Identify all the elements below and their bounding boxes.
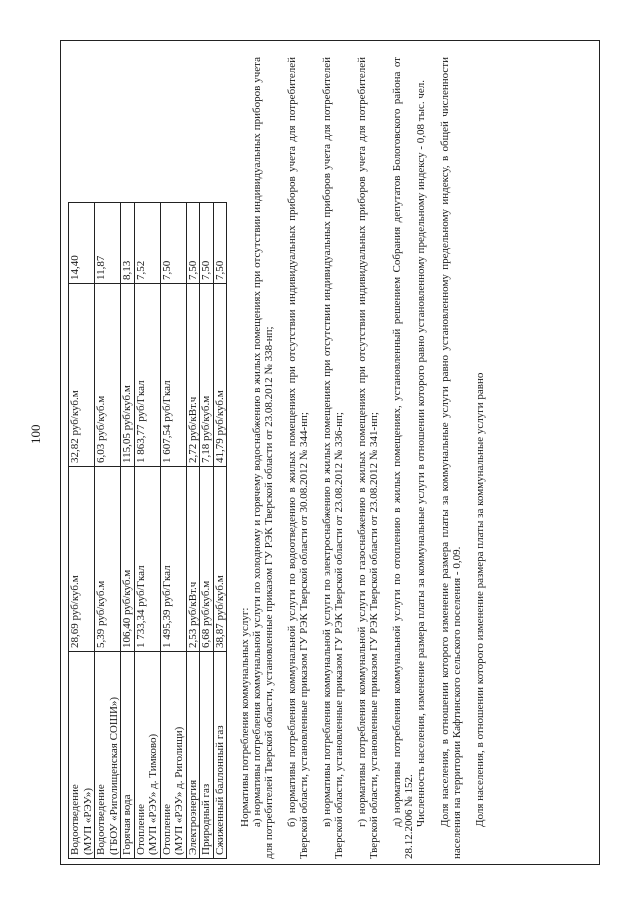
paragraph-norm-b: б) нормативы потребления коммунальной услуги по водоотведению в жилых помещениях при отсутствии индивидуальных приборов учета для потребителей Тверской области, установленные приказом ГУ РЭК Тверской области от 30.08.2012 № 344-нп; xyxy=(286,57,310,859)
paragraph-norm-d: г) нормативы потребления коммунальной услуги по газоснабжению в жилых помещениях при отсутствии индивидуальных приборов учета для потребителей Тверской области, установленные приказом ГУ РЭК Тверской области от 23.08.2012 № 341-нп; xyxy=(356,57,380,859)
tariff-after-cell: 1 607,54 руб/Гкал xyxy=(160,284,186,467)
rotated-content xyxy=(60,40,600,865)
increase-percent-cell: 11,87 xyxy=(95,203,121,284)
paragraph-share-continued: Доля населения, в отношении которого изменение размера платы за коммунальные услуги равно xyxy=(474,372,486,827)
tariff-before-cell: 38,87 руб/куб.м xyxy=(213,467,227,652)
increase-percent-cell: 14,40 xyxy=(69,203,95,284)
tariff-before-cell: 1 733,34 руб/Гкал xyxy=(134,467,160,652)
tariff-after-cell: 32,82 руб/куб.м xyxy=(69,284,95,467)
table-row xyxy=(213,203,227,859)
tariff-table xyxy=(68,202,227,859)
tariff-before-cell: 1 495,39 руб/Гкал xyxy=(160,467,186,652)
paragraph-norm-c: в) нормативы потребления коммунальной услуги по электроснабжению в жилых помещениях при отсутствии индивидуальных приборов учета для потребителей Тверской области, установленные приказом ГУ РЭК Тверской области от 23.08.2012 № 336-нп; xyxy=(321,57,345,859)
paragraph-norm-e: д) нормативы потребления коммунальной услуги по отоплению в жилых помещениях, установленный решением Собрания депутатов Бологовского района от 28.12.2006 № 152. xyxy=(391,57,415,859)
service-name-cell: Электроэнергия xyxy=(186,652,200,859)
table-row xyxy=(200,203,214,859)
page-frame xyxy=(60,40,600,865)
tariff-after-cell: 2,72 руб/кВт.ч xyxy=(186,284,200,467)
table-row xyxy=(95,203,121,859)
tariff-before-cell: 2,53 руб/кВт.ч xyxy=(186,467,200,652)
increase-percent-cell: 7,52 xyxy=(134,203,160,284)
paragraph-norm-a: а) нормативы потребления коммунальной услуги по холодному и горячему водоснабжению в жилых помещениях при отсутствии индивидуальных приборов учета для потребителей Тверской области, установленные приказом ГУ РЭК Тверской области от 23.08.2012 № 338-нп; xyxy=(251,57,275,859)
service-name-cell: Водоотведение (МУП «РЭУ») xyxy=(69,652,95,859)
service-name-cell: Сжиженный баллонный газ xyxy=(213,652,227,859)
tariff-before-cell: 28,69 руб/куб.м xyxy=(69,467,95,652)
page-number: 100 xyxy=(28,424,43,444)
increase-percent-cell: 7,50 xyxy=(200,203,214,284)
document-body xyxy=(60,40,600,865)
tariff-before-cell: 106,40 руб/куб.м xyxy=(121,467,135,652)
tariff-after-cell: 1 863,77 руб/Гкал xyxy=(134,284,160,467)
service-name-cell: Горячая вода xyxy=(121,652,135,859)
table-row xyxy=(160,203,186,859)
increase-percent-cell: 7,50 xyxy=(186,203,200,284)
tariff-after-cell: 7,18 руб/куб.м xyxy=(200,284,214,467)
tariff-after-cell: 6,03 руб/куб.м xyxy=(95,284,121,467)
service-name-cell: Водоотведение (ГБОУ «Риголищенская СОШИ») xyxy=(95,652,121,859)
increase-percent-cell: 7,50 xyxy=(160,203,186,284)
paragraph-norms-intro: Нормативы потребления коммунальных услуг: xyxy=(239,607,251,827)
table-row xyxy=(69,203,95,859)
increase-percent-cell: 8,13 xyxy=(121,203,135,284)
tariff-before-cell: 6,68 руб/куб.м xyxy=(200,467,214,652)
service-name-cell: Отопление (МУП «РЭУ» д. Тимково) xyxy=(134,652,160,859)
paragraph-share-equal: Доля населения, в отношении которого изменение размера платы за коммунальные услуги равно установленному предельному индексу, в общей численности населения на территории Кафтинского сельского поселения - 0,09. xyxy=(439,57,463,859)
table-row xyxy=(121,203,135,859)
tariff-before-cell: 5,39 руб/куб.м xyxy=(95,467,121,652)
service-name-cell: Природный газ xyxy=(200,652,214,859)
tariff-after-cell: 41,79 руб/куб.м xyxy=(213,284,227,467)
tariff-after-cell: 115,05 руб/куб.м xyxy=(121,284,135,467)
increase-percent-cell: 7,50 xyxy=(213,203,227,284)
table-row xyxy=(186,203,200,859)
paragraph-population: Численность населения, изменение размера платы за коммунальные услуги в отношении которого равно установленному предельному индексу - 0,08 тыс. чел. xyxy=(415,79,427,827)
service-name-cell: Отопление (МУП «РЭУ» д. Риголищи) xyxy=(160,652,186,859)
table-row xyxy=(134,203,160,859)
